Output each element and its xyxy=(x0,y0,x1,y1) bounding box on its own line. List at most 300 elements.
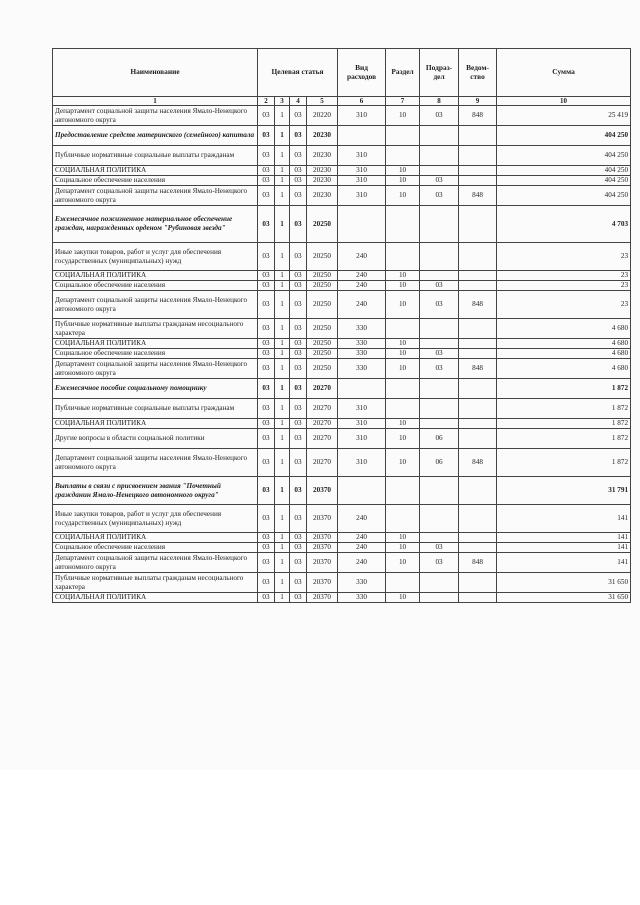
cell-vid: 310 xyxy=(338,166,386,176)
col-number: 8 xyxy=(420,97,459,106)
cell-podrazdel xyxy=(420,166,459,176)
table-row xyxy=(53,553,631,573)
cell-razdel: 10 xyxy=(386,593,420,603)
cell-d: 20250 xyxy=(307,359,338,379)
cell-podrazdel: 03 xyxy=(420,349,459,359)
col-number: 7 xyxy=(386,97,420,106)
cell-vedom: 848 xyxy=(459,449,497,477)
cell-razdel xyxy=(386,206,420,243)
cell-name: Департамент социальной защиты населения Ямало-Ненецкого автономного округа xyxy=(53,553,258,573)
cell-vedom xyxy=(459,419,497,429)
cell-razdel xyxy=(386,243,420,271)
cell-c: 03 xyxy=(290,271,307,281)
cell-b: 1 xyxy=(275,449,290,477)
cell-podrazdel xyxy=(420,505,459,533)
cell-vid: 240 xyxy=(338,533,386,543)
cell-name: Департамент социальной защиты населения Ямало-Ненецкого автономного округа xyxy=(53,449,258,477)
cell-razdel: 10 xyxy=(386,339,420,349)
cell-podrazdel xyxy=(420,271,459,281)
table-row xyxy=(53,281,631,291)
cell-b: 1 xyxy=(275,379,290,399)
cell-a: 03 xyxy=(258,477,275,505)
cell-vid: 240 xyxy=(338,271,386,281)
cell-d: 20370 xyxy=(307,477,338,505)
cell-d: 20370 xyxy=(307,533,338,543)
cell-a: 03 xyxy=(258,543,275,553)
cell-vid: 240 xyxy=(338,291,386,319)
cell-summa: 23 xyxy=(497,271,631,281)
table-row xyxy=(53,449,631,477)
cell-name: СОЦИАЛЬНАЯ ПОЛИТИКА xyxy=(53,419,258,429)
table-row xyxy=(53,593,631,603)
cell-summa: 4 680 xyxy=(497,349,631,359)
cell-c: 03 xyxy=(290,126,307,146)
cell-a: 03 xyxy=(258,553,275,573)
cell-b: 1 xyxy=(275,505,290,533)
cell-d: 20270 xyxy=(307,429,338,449)
cell-podrazdel xyxy=(420,419,459,429)
cell-vedom xyxy=(459,477,497,505)
cell-vedom xyxy=(459,573,497,593)
cell-a: 03 xyxy=(258,573,275,593)
cell-vedom xyxy=(459,176,497,186)
cell-podrazdel: 03 xyxy=(420,106,459,126)
cell-podrazdel xyxy=(420,477,459,505)
table-row xyxy=(53,186,631,206)
cell-razdel: 10 xyxy=(386,553,420,573)
cell-podrazdel xyxy=(420,593,459,603)
cell-razdel: 10 xyxy=(386,349,420,359)
cell-b: 1 xyxy=(275,206,290,243)
cell-name: СОЦИАЛЬНАЯ ПОЛИТИКА xyxy=(53,271,258,281)
cell-podrazdel: 06 xyxy=(420,429,459,449)
cell-podrazdel xyxy=(420,339,459,349)
cell-vedom xyxy=(459,166,497,176)
cell-razdel: 10 xyxy=(386,449,420,477)
cell-podrazdel xyxy=(420,319,459,339)
cell-name: Ежемесячное пособие социальному помощнику xyxy=(53,379,258,399)
cell-b: 1 xyxy=(275,543,290,553)
header-amount: Сумма xyxy=(497,49,631,97)
cell-d: 20220 xyxy=(307,106,338,126)
cell-d: 20230 xyxy=(307,176,338,186)
cell-summa: 23 xyxy=(497,291,631,319)
cell-d: 20270 xyxy=(307,379,338,399)
table-row xyxy=(53,359,631,379)
cell-razdel: 10 xyxy=(386,543,420,553)
cell-a: 03 xyxy=(258,166,275,176)
cell-vid: 330 xyxy=(338,339,386,349)
cell-b: 1 xyxy=(275,477,290,505)
cell-name: Публичные нормативные социальные выплаты гражданам xyxy=(53,399,258,419)
cell-b: 1 xyxy=(275,281,290,291)
cell-vedom: 848 xyxy=(459,106,497,126)
cell-summa: 25 419 xyxy=(497,106,631,126)
table-row xyxy=(53,429,631,449)
cell-name: Другие вопросы в области социальной политики xyxy=(53,429,258,449)
cell-summa: 141 xyxy=(497,505,631,533)
cell-razdel: 10 xyxy=(386,429,420,449)
cell-summa: 4 680 xyxy=(497,339,631,349)
cell-vedom xyxy=(459,243,497,271)
column-number-row xyxy=(53,97,631,106)
cell-podrazdel xyxy=(420,243,459,271)
cell-name: Публичные нормативные выплаты гражданам несоциального характера xyxy=(53,573,258,593)
cell-podrazdel xyxy=(420,573,459,593)
cell-b: 1 xyxy=(275,166,290,176)
cell-summa: 23 xyxy=(497,243,631,271)
cell-vedom xyxy=(459,429,497,449)
cell-a: 03 xyxy=(258,593,275,603)
cell-podrazdel xyxy=(420,533,459,543)
table-row xyxy=(53,126,631,146)
cell-a: 03 xyxy=(258,206,275,243)
cell-a: 03 xyxy=(258,449,275,477)
budget-table xyxy=(52,48,631,603)
cell-vid: 240 xyxy=(338,243,386,271)
table-row xyxy=(53,243,631,271)
col-number: 2 xyxy=(258,97,275,106)
cell-vid: 310 xyxy=(338,419,386,429)
cell-razdel: 10 xyxy=(386,291,420,319)
cell-vedom xyxy=(459,533,497,543)
cell-summa: 31 791 xyxy=(497,477,631,505)
cell-razdel xyxy=(386,399,420,419)
table-row xyxy=(53,339,631,349)
cell-summa: 1 872 xyxy=(497,429,631,449)
cell-c: 03 xyxy=(290,573,307,593)
cell-a: 03 xyxy=(258,146,275,166)
cell-c: 03 xyxy=(290,319,307,339)
cell-a: 03 xyxy=(258,106,275,126)
cell-d: 20230 xyxy=(307,146,338,166)
cell-b: 1 xyxy=(275,146,290,166)
cell-razdel xyxy=(386,126,420,146)
cell-vedom: 848 xyxy=(459,553,497,573)
cell-summa: 31 650 xyxy=(497,593,631,603)
cell-vedom xyxy=(459,505,497,533)
cell-d: 20250 xyxy=(307,291,338,319)
cell-c: 03 xyxy=(290,349,307,359)
cell-b: 1 xyxy=(275,429,290,449)
cell-vedom: 848 xyxy=(459,291,497,319)
cell-name: Ежемесячное пожизненное материальное обеспечение граждан, награжденных орденом "Рубиновая звезда" xyxy=(53,206,258,243)
cell-vedom xyxy=(459,126,497,146)
cell-summa: 23 xyxy=(497,281,631,291)
cell-vid: 330 xyxy=(338,319,386,339)
cell-name: СОЦИАЛЬНАЯ ПОЛИТИКА xyxy=(53,593,258,603)
cell-a: 03 xyxy=(258,419,275,429)
cell-razdel: 10 xyxy=(386,419,420,429)
cell-razdel: 10 xyxy=(386,106,420,126)
cell-b: 1 xyxy=(275,319,290,339)
cell-vid: 310 xyxy=(338,399,386,419)
table-row xyxy=(53,319,631,339)
cell-vid xyxy=(338,477,386,505)
cell-vedom xyxy=(459,146,497,166)
cell-b: 1 xyxy=(275,271,290,281)
cell-vid: 310 xyxy=(338,146,386,166)
cell-summa: 404 250 xyxy=(497,176,631,186)
table-row xyxy=(53,349,631,359)
cell-c: 03 xyxy=(290,176,307,186)
cell-name: Департамент социальной защиты населения Ямало-Ненецкого автономного округа xyxy=(53,359,258,379)
cell-name: СОЦИАЛЬНАЯ ПОЛИТИКА xyxy=(53,166,258,176)
cell-c: 03 xyxy=(290,166,307,176)
cell-a: 03 xyxy=(258,349,275,359)
cell-name: Департамент социальной защиты населения Ямало-Ненецкого автономного округа xyxy=(53,186,258,206)
cell-d: 20270 xyxy=(307,419,338,429)
cell-vid xyxy=(338,126,386,146)
cell-name: Социальное обеспечение населения xyxy=(53,176,258,186)
cell-vedom xyxy=(459,206,497,243)
cell-summa: 1 872 xyxy=(497,399,631,419)
cell-a: 03 xyxy=(258,271,275,281)
cell-b: 1 xyxy=(275,573,290,593)
cell-name: Публичные нормативные выплаты гражданам несоциального характера xyxy=(53,319,258,339)
cell-d: 20230 xyxy=(307,126,338,146)
cell-c: 03 xyxy=(290,146,307,166)
cell-a: 03 xyxy=(258,319,275,339)
cell-d: 20370 xyxy=(307,593,338,603)
cell-vid: 330 xyxy=(338,349,386,359)
cell-summa: 141 xyxy=(497,533,631,543)
cell-podrazdel xyxy=(420,399,459,419)
cell-d: 20230 xyxy=(307,186,338,206)
cell-podrazdel: 03 xyxy=(420,186,459,206)
header-expense-type: Вид расходов xyxy=(338,49,386,97)
cell-vedom xyxy=(459,339,497,349)
table-header xyxy=(53,49,631,106)
cell-razdel: 10 xyxy=(386,186,420,206)
table-row xyxy=(53,419,631,429)
cell-a: 03 xyxy=(258,126,275,146)
cell-b: 1 xyxy=(275,176,290,186)
cell-vid: 240 xyxy=(338,505,386,533)
cell-a: 03 xyxy=(258,243,275,271)
table-row xyxy=(53,271,631,281)
cell-c: 03 xyxy=(290,553,307,573)
cell-name: Социальное обеспечение населения xyxy=(53,349,258,359)
cell-summa: 404 250 xyxy=(497,166,631,176)
cell-podrazdel: 03 xyxy=(420,543,459,553)
table-row xyxy=(53,106,631,126)
cell-b: 1 xyxy=(275,126,290,146)
cell-a: 03 xyxy=(258,533,275,543)
cell-vedom xyxy=(459,399,497,419)
cell-summa: 404 250 xyxy=(497,186,631,206)
cell-d: 20250 xyxy=(307,206,338,243)
cell-c: 03 xyxy=(290,429,307,449)
header-name: Наименование xyxy=(53,49,258,97)
cell-d: 20370 xyxy=(307,573,338,593)
cell-summa: 4 703 xyxy=(497,206,631,243)
cell-summa: 4 680 xyxy=(497,359,631,379)
cell-podrazdel xyxy=(420,206,459,243)
cell-name: СОЦИАЛЬНАЯ ПОЛИТИКА xyxy=(53,339,258,349)
cell-name: Выплаты в связи с присвоением звания "Почетный гражданин Ямало-Ненецкого автономного округа" xyxy=(53,477,258,505)
table-row xyxy=(53,291,631,319)
col-number: 1 xyxy=(53,97,258,106)
cell-razdel: 10 xyxy=(386,271,420,281)
cell-summa: 141 xyxy=(497,553,631,573)
cell-c: 03 xyxy=(290,505,307,533)
cell-d: 20250 xyxy=(307,319,338,339)
cell-vedom xyxy=(459,319,497,339)
cell-vedom xyxy=(459,543,497,553)
cell-d: 20370 xyxy=(307,505,338,533)
cell-vedom xyxy=(459,593,497,603)
cell-c: 03 xyxy=(290,206,307,243)
cell-a: 03 xyxy=(258,339,275,349)
table-row xyxy=(53,573,631,593)
cell-podrazdel xyxy=(420,146,459,166)
cell-podrazdel: 06 xyxy=(420,449,459,477)
col-number: 10 xyxy=(497,97,631,106)
table-row xyxy=(53,543,631,553)
cell-summa: 1 872 xyxy=(497,419,631,429)
table-row xyxy=(53,533,631,543)
cell-vedom xyxy=(459,281,497,291)
cell-d: 20250 xyxy=(307,281,338,291)
cell-d: 20250 xyxy=(307,339,338,349)
cell-summa: 31 650 xyxy=(497,573,631,593)
table-row xyxy=(53,477,631,505)
cell-vid: 310 xyxy=(338,106,386,126)
cell-b: 1 xyxy=(275,339,290,349)
cell-b: 1 xyxy=(275,593,290,603)
cell-podrazdel xyxy=(420,126,459,146)
cell-a: 03 xyxy=(258,399,275,419)
table-row xyxy=(53,176,631,186)
cell-razdel xyxy=(386,477,420,505)
cell-name: Социальное обеспечение населения xyxy=(53,543,258,553)
cell-a: 03 xyxy=(258,359,275,379)
cell-vid: 310 xyxy=(338,449,386,477)
cell-podrazdel: 03 xyxy=(420,291,459,319)
cell-summa: 404 250 xyxy=(497,146,631,166)
cell-c: 03 xyxy=(290,106,307,126)
cell-c: 03 xyxy=(290,399,307,419)
cell-razdel xyxy=(386,319,420,339)
cell-c: 03 xyxy=(290,593,307,603)
cell-c: 03 xyxy=(290,477,307,505)
cell-d: 20250 xyxy=(307,243,338,271)
table-row xyxy=(53,166,631,176)
col-number: 3 xyxy=(275,97,290,106)
cell-vid xyxy=(338,206,386,243)
cell-name: СОЦИАЛЬНАЯ ПОЛИТИКА xyxy=(53,533,258,543)
cell-b: 1 xyxy=(275,553,290,573)
cell-summa: 1 872 xyxy=(497,379,631,399)
cell-podrazdel: 03 xyxy=(420,281,459,291)
table-row xyxy=(53,379,631,399)
col-number: 5 xyxy=(307,97,338,106)
cell-b: 1 xyxy=(275,533,290,543)
cell-razdel: 10 xyxy=(386,359,420,379)
col-number: 4 xyxy=(290,97,307,106)
cell-vid: 330 xyxy=(338,573,386,593)
cell-razdel xyxy=(386,573,420,593)
cell-summa: 1 872 xyxy=(497,449,631,477)
cell-vid xyxy=(338,379,386,399)
cell-b: 1 xyxy=(275,186,290,206)
cell-d: 20370 xyxy=(307,543,338,553)
cell-c: 03 xyxy=(290,339,307,349)
cell-b: 1 xyxy=(275,419,290,429)
cell-vid: 240 xyxy=(338,553,386,573)
cell-d: 20370 xyxy=(307,553,338,573)
cell-d: 20250 xyxy=(307,349,338,359)
cell-c: 03 xyxy=(290,291,307,319)
cell-podrazdel xyxy=(420,379,459,399)
cell-d: 20250 xyxy=(307,271,338,281)
cell-c: 03 xyxy=(290,243,307,271)
cell-a: 03 xyxy=(258,176,275,186)
cell-c: 03 xyxy=(290,449,307,477)
cell-name: Иные закупки товаров, работ и услуг для обеспечения государственных (муниципальных) нужд xyxy=(53,505,258,533)
cell-d: 20270 xyxy=(307,399,338,419)
cell-name: Департамент социальной защиты населения Ямало-Ненецкого автономного округа xyxy=(53,106,258,126)
cell-razdel: 10 xyxy=(386,533,420,543)
cell-summa: 404 250 xyxy=(497,126,631,146)
table-body xyxy=(53,106,631,603)
cell-a: 03 xyxy=(258,186,275,206)
cell-podrazdel: 03 xyxy=(420,553,459,573)
cell-vid: 330 xyxy=(338,593,386,603)
cell-vid: 240 xyxy=(338,543,386,553)
cell-vedom xyxy=(459,379,497,399)
cell-a: 03 xyxy=(258,429,275,449)
cell-vedom xyxy=(459,271,497,281)
cell-razdel xyxy=(386,505,420,533)
cell-vid: 310 xyxy=(338,186,386,206)
cell-summa: 141 xyxy=(497,543,631,553)
cell-c: 03 xyxy=(290,281,307,291)
cell-vid: 240 xyxy=(338,281,386,291)
cell-vid: 310 xyxy=(338,176,386,186)
cell-name: Департамент социальной защиты населения Ямало-Ненецкого автономного округа xyxy=(53,291,258,319)
cell-vid: 330 xyxy=(338,359,386,379)
col-number: 9 xyxy=(459,97,497,106)
col-number: 6 xyxy=(338,97,386,106)
cell-name: Социальное обеспечение населения xyxy=(53,281,258,291)
cell-d: 20230 xyxy=(307,166,338,176)
cell-b: 1 xyxy=(275,399,290,419)
cell-c: 03 xyxy=(290,359,307,379)
cell-podrazdel: 03 xyxy=(420,359,459,379)
cell-d: 20270 xyxy=(307,449,338,477)
cell-c: 03 xyxy=(290,186,307,206)
cell-podrazdel: 03 xyxy=(420,176,459,186)
cell-a: 03 xyxy=(258,281,275,291)
cell-name: Иные закупки товаров, работ и услуг для обеспечения государственных (муниципальных) нужд xyxy=(53,243,258,271)
table-row xyxy=(53,505,631,533)
cell-b: 1 xyxy=(275,349,290,359)
cell-c: 03 xyxy=(290,419,307,429)
cell-c: 03 xyxy=(290,533,307,543)
cell-b: 1 xyxy=(275,243,290,271)
cell-name: Предоставление средств материнского (семейного) капитала xyxy=(53,126,258,146)
cell-a: 03 xyxy=(258,505,275,533)
cell-vedom: 848 xyxy=(459,359,497,379)
cell-b: 1 xyxy=(275,106,290,126)
table-row xyxy=(53,206,631,243)
table-row xyxy=(53,399,631,419)
header-target: Целевая статья xyxy=(258,49,338,97)
cell-razdel: 10 xyxy=(386,281,420,291)
cell-razdel: 10 xyxy=(386,176,420,186)
